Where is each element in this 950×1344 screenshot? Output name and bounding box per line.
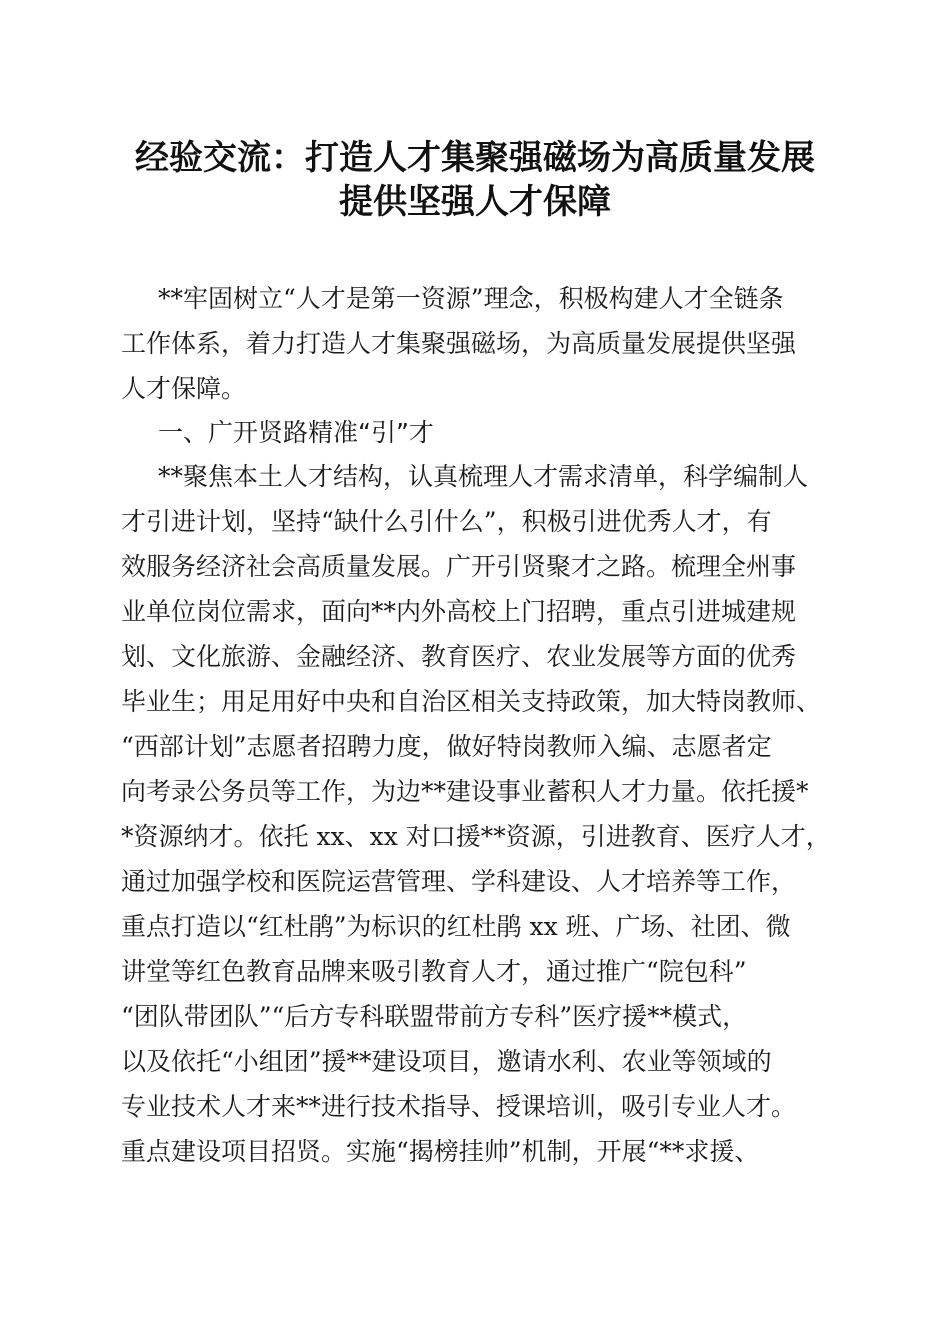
- body-line: 以及依托“小组团”援**建设项目，邀请水利、农业等领域的: [121, 1047, 772, 1076]
- body-line: “西部计划”志愿者招聘力度，做好特岗教师入编、志愿者定: [121, 732, 772, 761]
- document-title-line-2: 提供坚强人才保障: [339, 182, 611, 222]
- body-line: 通过加强学校和医院运营管理、学科建设、人才培养等工作，: [121, 867, 797, 896]
- body-line: *资源纳才。依托 xx、xx 对口援**资源，引进教育、医疗人才，: [121, 822, 831, 851]
- body-line: 毕业生；用足用好中央和自治区相关支持政策，加大特岗教师、: [121, 687, 822, 716]
- intro-line: **牢固树立“人才是第一资源”理念，积极构建人才全链条: [158, 284, 784, 313]
- body-line: 效服务经济社会高质量发展。广开引贤聚才之路。梳理全州事: [121, 552, 797, 581]
- intro-line: 工作体系，着力打造人才集聚强磁场，为高质量发展提供坚强: [121, 329, 797, 358]
- body-line: 向考录公务员等工作，为边**建设事业蓄积人才力量。依托援*: [121, 777, 809, 806]
- body-line: 划、文化旅游、金融经济、教育医疗、农业发展等方面的优秀: [121, 642, 797, 671]
- body-line: 重点打造以“红杜鹃”为标识的红杜鹃 xx 班、广场、社团、微: [121, 912, 791, 941]
- body-line: “团队带团队”“后方专科联盟带前方专科”医疗援**模式，: [121, 1002, 748, 1031]
- intro-line: 人才保障。: [121, 374, 247, 403]
- section-heading: 一、广开贤路精准“引”才: [158, 418, 434, 447]
- body-line: 讲堂等红色教育品牌来吸引教育人才，通过推广“院包科”: [121, 957, 747, 986]
- body-line: 业单位岗位需求，面向**内外高校上门招聘，重点引进城建规: [121, 597, 797, 626]
- body-line: 才引进计划，坚持“缺什么引什么”，积极引进优秀人才，有: [121, 507, 772, 536]
- body-line: **聚焦本土人才结构，认真梳理人才需求清单，科学编制人: [158, 462, 809, 491]
- body-line: 重点建设项目招贤。实施“揭榜挂帅”机制，开展“**求援、: [121, 1137, 760, 1166]
- document-title-line-1: 经验交流：打造人才集聚强磁场为高质量发展: [135, 138, 815, 178]
- body-line: 专业技术人才来**进行技术指导、授课培训，吸引专业人才。: [121, 1092, 797, 1121]
